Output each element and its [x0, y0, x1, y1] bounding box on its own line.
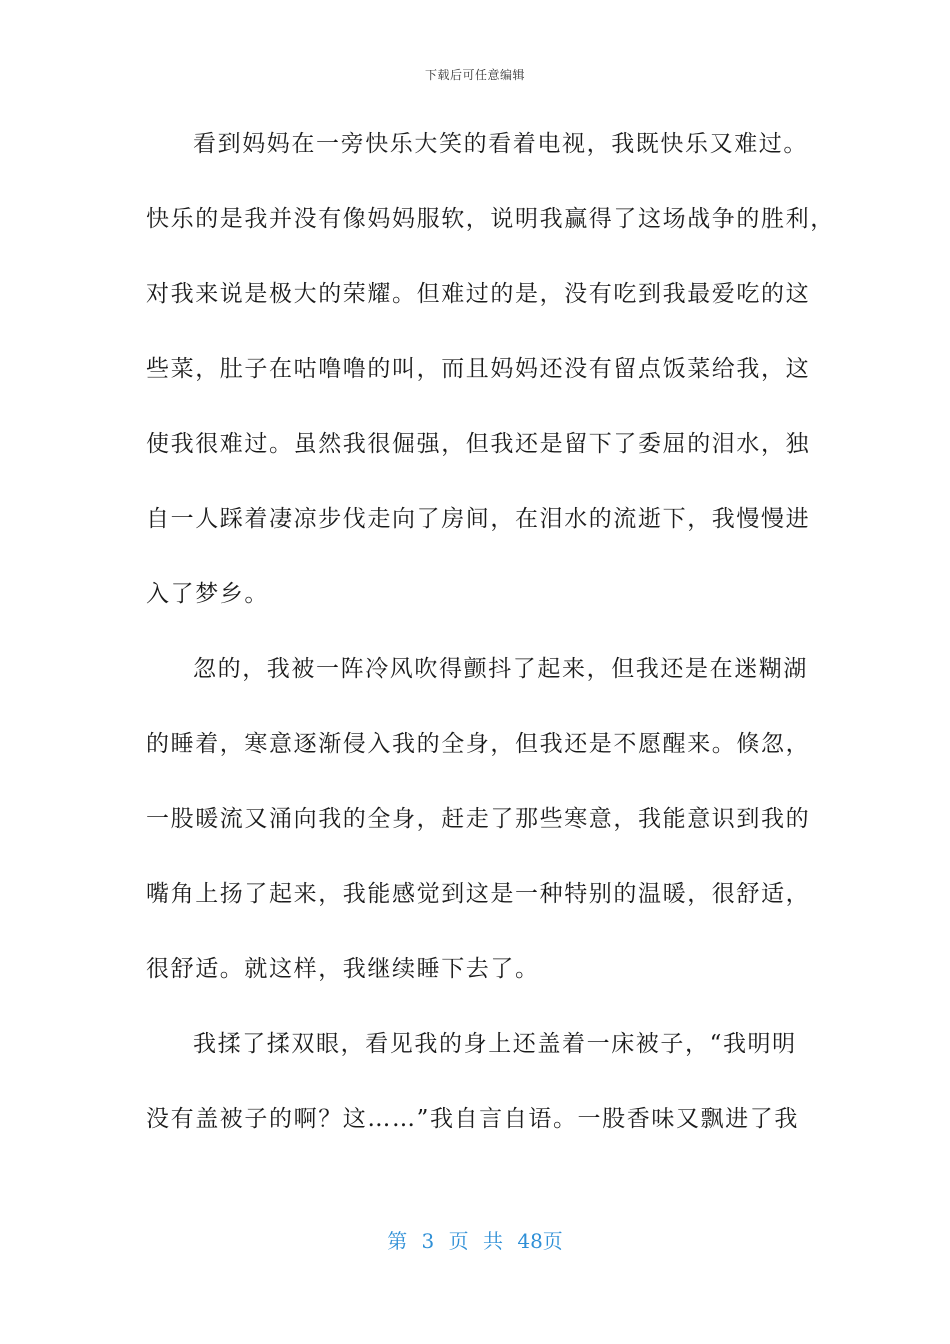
text-line: 一股暖流又涌向我的全身，赶走了那些寒意，我能意识到我的 [146, 806, 811, 832]
document-body [146, 122, 835, 1172]
page-header: 下载后可任意编辑 [424, 68, 525, 82]
text-line: 很舒适。就这样，我继续睡下去了。 [146, 956, 540, 982]
text-line: 嘴角上扬了起来，我能感觉到这是一种特别的温暖，很舒适， [146, 881, 811, 907]
text-line: 些菜，肚子在咕噜噜的叫，而且妈妈还没有留点饭菜给我，这 [146, 356, 811, 382]
text-line: 入了梦乡。 [146, 581, 269, 607]
text-line: 我揉了揉双眼，看见我的身上还盖着一床被子，“我明明 [193, 1031, 797, 1057]
page-number-footer: 第 3 页 共 48页 [387, 1229, 563, 1253]
text-line: 忽的，我被一阵冷风吹得颤抖了起来，但我还是在迷糊湖 [193, 656, 808, 682]
text-line: 的睡着，寒意逐渐侵入我的全身，但我还是不愿醒来。倏忽， [146, 731, 811, 757]
text-line: 使我很难过。虽然我很倔强，但我还是留下了委屈的泪水，独 [146, 431, 811, 457]
text-line: 没有盖被子的啊？这……”我自言自语。一股香味又飘进了我 [146, 1106, 799, 1132]
text-line: 自一人踩着凄凉步伐走向了房间，在泪水的流逝下，我慢慢进 [146, 506, 811, 532]
text-line: 快乐的是我并没有像妈妈服软，说明我赢得了这场战争的胜利， [146, 206, 835, 232]
text-line: 对我来说是极大的荣耀。但难过的是，没有吃到我最爱吃的这 [146, 281, 811, 307]
text-line: 看到妈妈在一旁快乐大笑的看着电视，我既快乐又难过。 [193, 131, 808, 157]
